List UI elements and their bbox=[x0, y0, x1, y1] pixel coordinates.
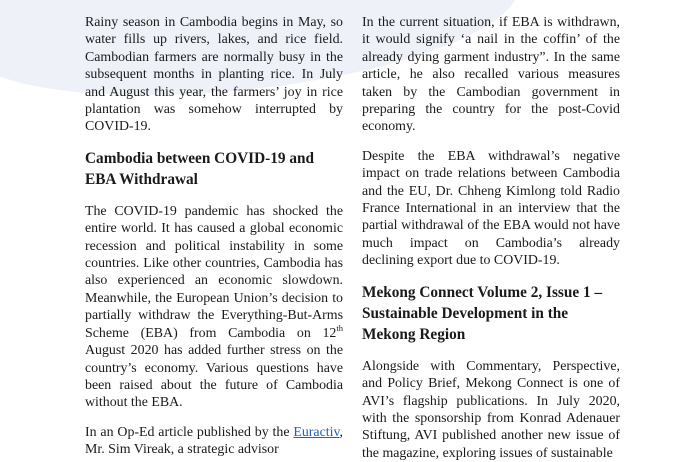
paragraph-op-ed-text-2: , Mr. Sim Vireak, a strategic advisor bbox=[85, 424, 343, 458]
paragraph-rainy-season: Rainy season in Cambodia begins in May, so water fills up rivers, lakes, and rice field. Cambodian farmers are normally busy in the subsequent months in planting rice. In July and August this year, the farmers’ joy in rice plantation was somehow interrupted by COVID-19. bbox=[85, 15, 343, 135]
right-column bbox=[362, 14, 620, 462]
paragraph-mekong-connect: Alongside with Commentary, Perspective, and Policy Brief, Mekong Connect is one of AVI’s flagship publications. In July 2020, with the sponsorship from Konrad Adenauer Stiftung, AVI published another new issue of the magazine, exploring issues of sustainable bbox=[362, 358, 620, 461]
paragraph-covid-shock-text-2: August 2020 has added further stress on the country’s economy. Various questions have been raised about the future of Cambodia without the EBA. bbox=[85, 343, 343, 411]
paragraph-covid-shock bbox=[85, 203, 343, 412]
paragraph-op-ed-text-1: In an Op-Ed article published by the bbox=[85, 424, 294, 440]
paragraph-nail-in-coffin: In the current situation, if EBA is withdrawn, it would signify ‘a nail in the coffin’ of the already dying garment industry”. In the same article, he also recalled various measures taken by the Cambodian government in preparing the country for the post-Covid economy. bbox=[362, 15, 620, 135]
left-column bbox=[85, 14, 343, 459]
ordinal-suffix: th bbox=[336, 322, 343, 333]
paragraph-eba-impact: Despite the EBA withdrawal’s negative impact on trade relations between Cambodia and the EU, Dr. Chheng Kimlong told Radio France International in an interview that the partial withdrawal of the EBA would not have much impact on Cambodia’s already declining export due to COVID-19. bbox=[362, 148, 620, 269]
heading-mekong-connect: Mekong Connect Volume 2, Issue 1 – Sustainable Development in the Mekong Region bbox=[362, 283, 603, 343]
paragraph-op-ed bbox=[85, 424, 343, 459]
heading-covid-eba: Cambodia between COVID-19 and EBA Withdrawal bbox=[85, 149, 315, 188]
euractiv-link[interactable]: Euractiv bbox=[293, 424, 340, 440]
paragraph-covid-shock-text-1: The COVID-19 pandemic has shocked the entire world. It has caused a global economic recession and political instability in some countries. Like other countries, Cambodia has also experienced an economic slowdown. Meanwhile, the European Union’s decision to partially withdraw the Everything-But-Arms Scheme (EBA) from Cambodia on 12 bbox=[85, 203, 343, 341]
